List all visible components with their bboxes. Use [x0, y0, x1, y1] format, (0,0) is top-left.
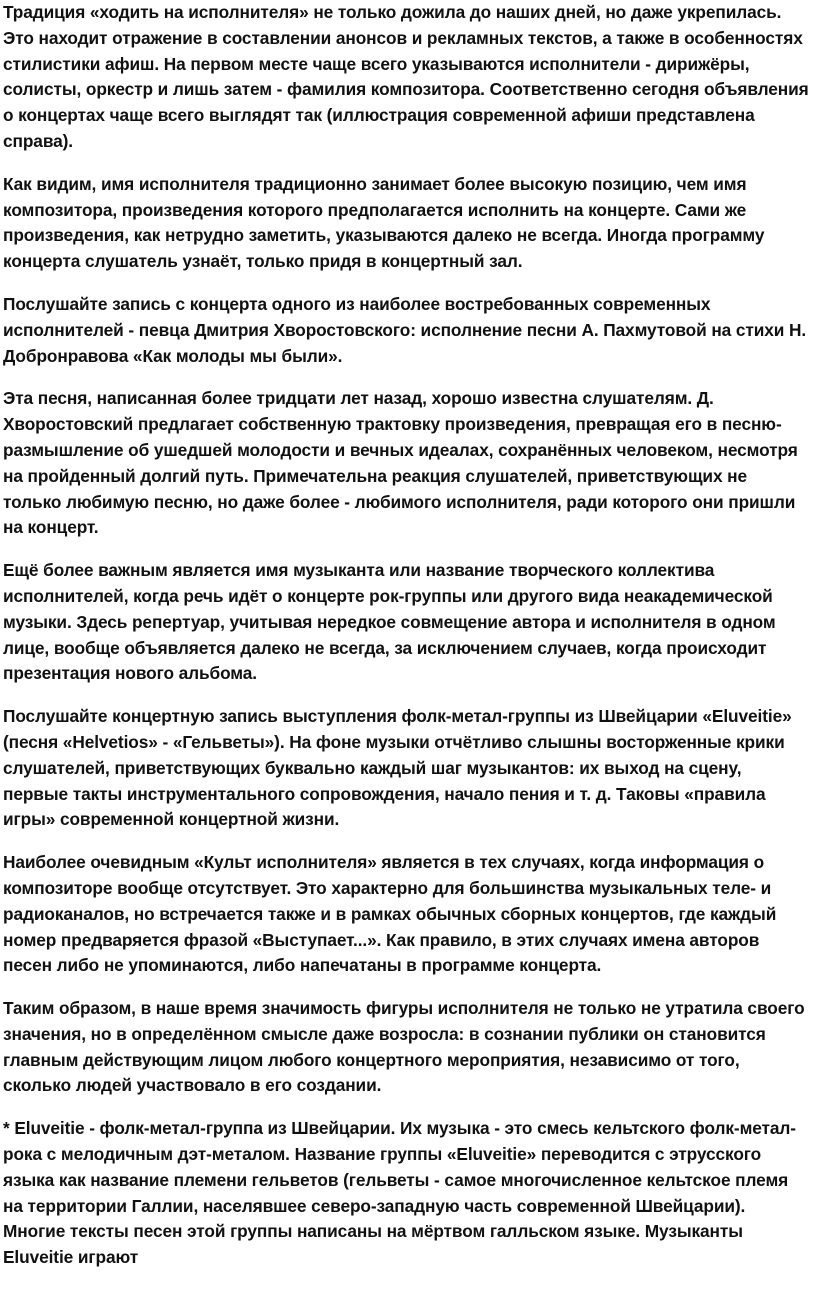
paragraph-performer-tradition: Традиция «ходить на исполнителя» не только дожила до наших дней, но даже укрепилась. Это находит отражение в составлении анонсов и рекламных текстов, а также в особенностях стилистики афиш. На первом месте чаще всего указываются исполнители - дирижёры, солисты, оркестр и лишь затем - фамилия композитора. Соответственно сегодня объявления о концертах чаще всего выглядят так (иллюстрация современной афиши представлена справа).: [3, 2, 809, 151]
paragraph-performer-position: Как видим, имя исполнителя традиционно занимает более высокую позицию, чем имя композитора, произведения которого предполагается исполнить на концерте. Сами же произведения, как нетрудно заметить, указываются далеко не всегда. Иногда программу концерта слушатель узнаёт, только придя в концертный зал.: [3, 173, 765, 272]
paragraph-footnote-eluveitie: * Eluveitie - фолк-метал-группа из Швейцарии. Их музыка - это смесь кельтского фолк-метал-рока с мелодичным дэт-металом. Название группы «Eluveitie» переводится с этрусского языка как название племени гельветов (гельветы - самое многочисленное кельтское племя на территории Галлии, населявшее северо-западную часть современной Швейцарии). Многие тексты песен этой группы написаны на мёртвом галльском языке. Музыканты Eluveitie играют: [3, 1118, 796, 1268]
paragraph-listen-hvorostovsky: Послушайте запись с концерта одного из наиболее востребованных современных исполнителей - певца Дмитрия Хворостовского: исполнение песни А. Пахмутовой на стихи Н. Добронравова «Как молоды мы были».: [3, 293, 807, 366]
paragraph-listen-eluveitie: Послушайте концертную запись выступления фолк-метал-группы из Швейцарии «Eluveitie» (песня «Helvetios» - «Гельветы»). На фоне музыки отчётливо слышны восторженные крики слушателей, приветствующих буквально каждый шаг музыкантов: их выход на сцену, первые такты инструментального сопровождения, начало пения и т. д. Таковы «правила игры» современной концертной жизни.: [3, 706, 792, 830]
paragraph-conclusion: Таким образом, в наше время значимость фигуры исполнителя не только не утратила своего значения, но в определённом смысле даже возросла: в сознании публики он становится главным действующим лицом любого концертного мероприятия, независимо от того, сколько людей участвовало в его создании.: [3, 998, 805, 1096]
paragraph-rock-groups: Ещё более важным является имя музыканта или название творческого коллектива исполнителей, когда речь идёт о концерте рок-группы или другого вида неакадемической музыки. Здесь репертуар, учитывая нередкое совмещение автора и исполнителя в одном лице, вообще объявляется далеко не всегда, за исключением случаев, когда происходит презентация нового альбома.: [3, 560, 776, 684]
paragraph-cult-of-performer: Наиболее очевидным «Культ исполнителя» является в тех случаях, когда информация о композиторе вообще отсутствует. Это характерно для большинства музыкальных теле- и радиоканалов, но встречается также и в рамках обычных сборных концертов, где каждый номер предваряется фразой «Выступает...». Как правило, в этих случаях имена авторов песен либо не упоминаются, либо напечатаны в программе концерта.: [3, 852, 777, 976]
paragraph-song-interpretation: Эта песня, написанная более тридцати лет назад, хорошо известна слушателям. Д. Хворостовский предлагает собственную трактовку произведения, превращая его в песню-размышление об ушедшей молодости и вечных идеалах, сохранённых человеком, несмотря на пройденный долгий путь. Примечательна реакция слушателей, приветствующих не только любимую песню, но даже более - любимого исполнителя, ради которого они пришли на концерт.: [3, 388, 798, 538]
